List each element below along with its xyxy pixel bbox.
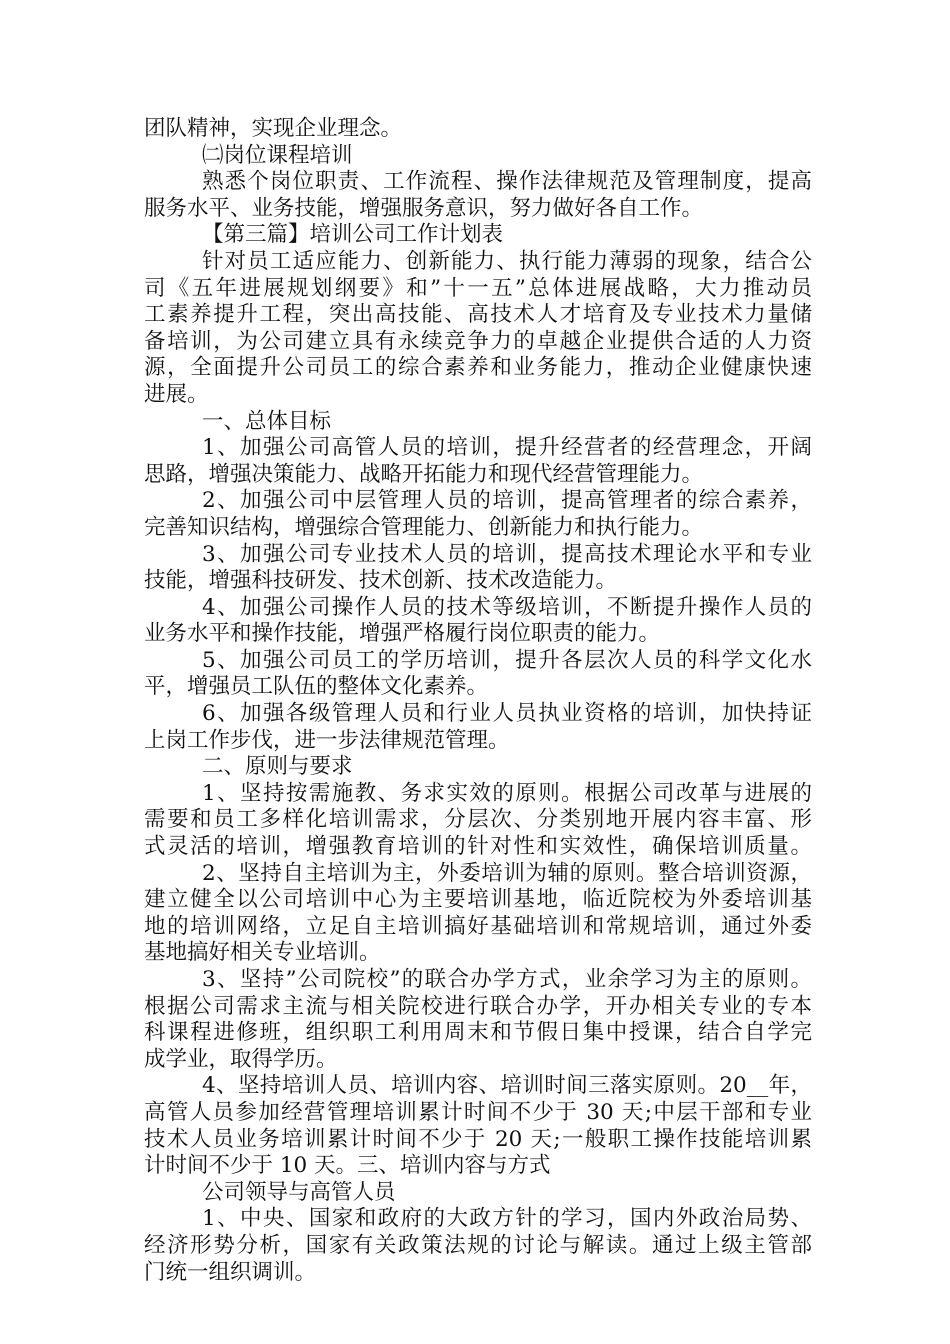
text-line: 门统一组织调训。 xyxy=(144,1259,317,1285)
text-line: 2、坚持自主培训为主，外委培训为辅的原则。整合培训资源， xyxy=(202,860,812,886)
text-line: 进展。 xyxy=(144,381,209,407)
text-line: 服务水平、业务技能，增强服务意识，努力做好各自工作。 xyxy=(144,195,704,221)
text-line: 1、加强公司高管人员的培训，提升经营者的经营理念，开阔 xyxy=(202,435,812,461)
text-line: 针对员工适应能力、创新能力、执行能力薄弱的现象，结合公 xyxy=(202,248,812,274)
text-line: 5、加强公司员工的学历培训，提升各层次人员的科学文化水 xyxy=(202,647,812,673)
text-line: 科课程进修班，组织职工利用周末和节假日集中授课，结合自学完 xyxy=(144,1020,812,1046)
text-line: 技术人员业务培训累计时间不少于 20 天;一般职工操作技能培训累 xyxy=(144,1126,812,1152)
text-line: 1、坚持按需施教、务求实效的原则。根据公司改革与进展的 xyxy=(202,780,812,806)
text-line: 思路，增强决策能力、战略开拓能力和现代经营管理能力。 xyxy=(144,461,704,487)
text-line: 3、坚持”公司院校”的联合办学方式，业余学习为主的原则。 xyxy=(202,967,812,992)
text-line: 高管人员参加经营管理培训累计时间不少于 30 天;中层干部和专业 xyxy=(144,1099,812,1125)
text-line: 团队精神，实现企业理念。 xyxy=(144,116,403,141)
text-line: 熟悉个岗位职责、工作流程、操作法律规范及管理制度，提高 xyxy=(202,169,812,195)
text-line: 技能，增强科技研发、技术创新、技术改造能力。 xyxy=(144,568,618,594)
text-line: 业务水平和操作技能，增强严格履行岗位职责的能力。 xyxy=(144,621,661,647)
text-line: 6、加强各级管理人员和行业人员执业资格的培训，加快持证 xyxy=(202,701,812,727)
text-line: 【第三篇】培训公司工作计划表 xyxy=(202,222,504,248)
text-line: 需要和员工多样化培训需求，分层次、分类别地开展内容丰富、形 xyxy=(144,807,812,833)
text-line: 4、加强公司操作人员的技术等级培训，不断提升操作人员的 xyxy=(202,594,812,620)
text-line: 经济形势分析，国家有关政策法规的讨论与解读。通过上级主管部 xyxy=(144,1232,812,1258)
text-line: 二、原则与要求 xyxy=(202,754,353,780)
text-line: 基地搞好相关专业培训。 xyxy=(144,940,381,966)
text-line: 地的培训网络，立足自主培训搞好基础培训和常规培训，通过外委 xyxy=(144,913,812,939)
text-line: 公司领导与高管人员 xyxy=(202,1179,396,1205)
text-line: 备培训，为公司建立具有永续竞争力的卓越企业提供合适的人力资 xyxy=(144,328,812,354)
text-line: 平，增强员工队伍的整体文化素养。 xyxy=(144,674,489,700)
text-line: 计时间不少于 10 天。三、培训内容与方式 xyxy=(144,1153,551,1179)
text-line: 成学业，取得学历。 xyxy=(144,1046,338,1072)
text-line: 建立健全以公司培训中心为主要培训基地，临近院校为外委培训基 xyxy=(144,887,812,913)
text-line: 完善知识结构，增强综合管理能力、创新能力和执行能力。 xyxy=(144,514,704,540)
text-line: 上岗工作步伐，进一步法律规范管理。 xyxy=(144,727,510,753)
text-line: 4、坚持培训人员、培训内容、培训时间三落实原则。20__年， xyxy=(202,1073,812,1099)
text-line: 2、加强公司中层管理人员的培训，提高管理者的综合素养， xyxy=(202,488,812,514)
text-line: 根据公司需求主流与相关院校进行联合办学，开办相关专业的专本 xyxy=(144,993,812,1019)
text-line: 源，全面提升公司员工的综合素养和业务能力，推动企业健康快速 xyxy=(144,355,812,381)
text-line: 1、中央、国家和政府的大政方针的学习，国内外政治局势、 xyxy=(202,1206,812,1232)
text-line: ㈡岗位课程培训 xyxy=(202,142,353,168)
text-line: 3、加强公司专业技术人员的培训，提高技术理论水平和专业 xyxy=(202,541,812,567)
text-line: 工素养提升工程，突出高技能、高技术人才培育及专业技术力量储 xyxy=(144,302,812,328)
text-line: 一、总体目标 xyxy=(202,408,332,434)
text-line: 式灵活的培训，增强教育培训的针对性和实效性，确保培训质量。 xyxy=(144,834,812,860)
text-line: 司《五年进展规划纲要》和”十一五”总体进展战略，大力推动员 xyxy=(144,275,812,301)
document-body xyxy=(144,116,812,1286)
